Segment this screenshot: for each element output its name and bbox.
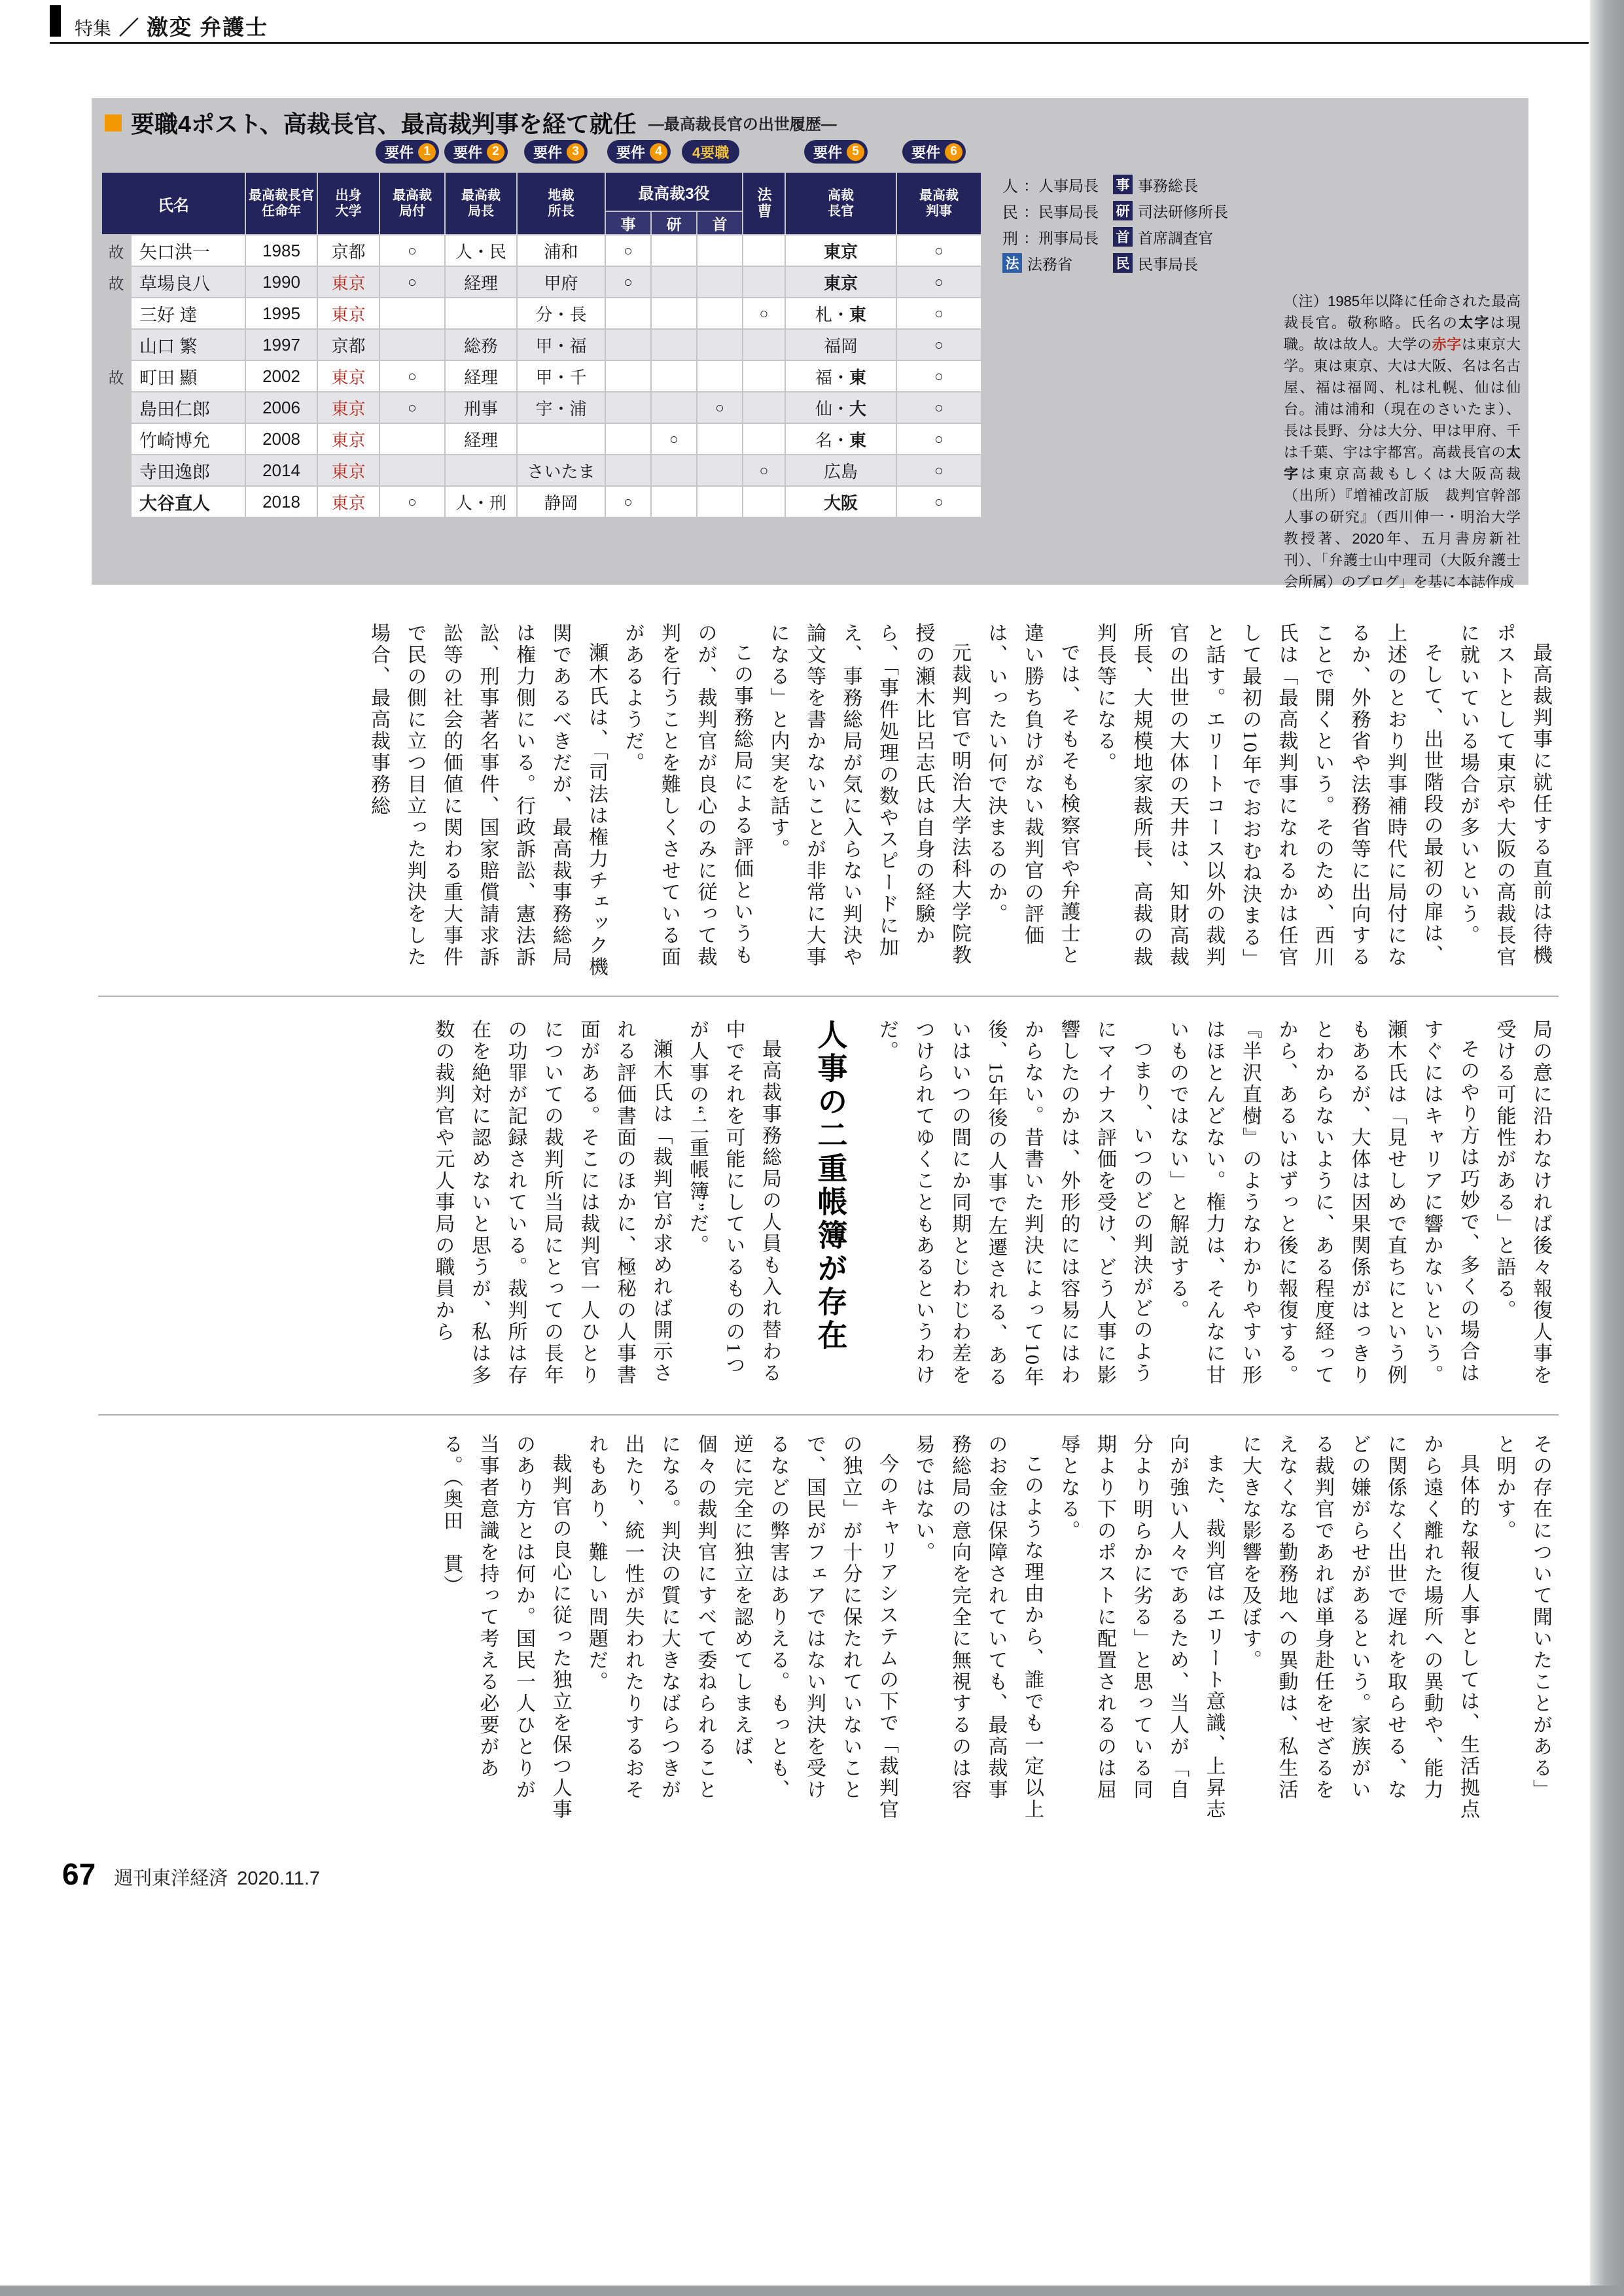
table-cell [697, 455, 743, 486]
col-header-name: 氏名 [101, 172, 245, 235]
legend-badge-icon: 民 [1113, 253, 1133, 273]
legend-item [1002, 252, 1099, 273]
scan-edge-bottom [0, 2286, 1624, 2296]
table-cell: 故 [101, 266, 131, 298]
table-cell: 仙・大 [785, 392, 896, 423]
article-paragraph: そのやり方は巧妙で、多くの場合はすぐにはキャリアに響かないという。瀬木氏は「見せしめで直ちにという例もあるが、大体は因果関係がはっきりとわからないように、ある程度経ってから、あるいはずっと後に報復する。『半沢直樹』のようなわかりやすい形はほとんどない。権力は、そんなに甘いものではない」と解説する。 [1167, 1019, 1479, 1386]
article-paragraph: この事務総局による評価というものが、裁判官が良心のみに従って裁判を行うことを難しくさせている面があるようだ。 [622, 623, 752, 968]
col-header-kyokucho: 最高裁 局長 [445, 172, 517, 235]
table-row [101, 423, 981, 455]
badge-requirement-3 [524, 140, 588, 164]
table-cell [605, 329, 651, 360]
table-header-row [101, 172, 981, 211]
table-cell: ○ [896, 486, 981, 517]
article-paragraph: このような理由から、誰でも一定以上のお金は保障されていても、最高裁事務総局の意向を完全に無視するのは容易ではない。 [912, 1434, 1043, 1820]
table-cell: 京都 [317, 329, 380, 360]
table-row [101, 486, 981, 517]
table-cell: ○ [697, 392, 743, 423]
table-cell: ○ [896, 266, 981, 298]
article-paragraph: 元裁判官で明治大学法科大学院教授の瀬木比呂志氏は自身の経験から、「事件処理の数やスピードに加え、事務総局が気に入らない判決や論文等を書かないことが非常に大事になる」と内実を話す。 [767, 623, 970, 968]
legend-label: 法務省 [1027, 255, 1072, 273]
chief-justice-career-table [101, 171, 982, 518]
table-cell [743, 423, 785, 455]
table-cell: 山口 繁 [131, 329, 245, 360]
col-header-justice: 最高裁 判事 [896, 172, 981, 235]
table-cell [651, 360, 697, 392]
note-segment: 太字 [1458, 315, 1491, 331]
table-cell [380, 423, 445, 455]
badge-label: 要件 [911, 144, 941, 161]
table-cell: ○ [896, 235, 981, 266]
table-cell: 2006 [245, 392, 317, 423]
article-band-2 [98, 1019, 1559, 1397]
table-row [101, 266, 981, 298]
band2-before-heading [869, 1019, 1559, 1397]
badge-number-icon: 3 [567, 143, 584, 161]
table-cell: 分・長 [517, 298, 605, 329]
header-black-tab [50, 5, 61, 37]
table-cell: 三好 達 [131, 298, 245, 329]
table-cell: 大谷直人 [131, 486, 245, 517]
table-cell [101, 392, 131, 423]
table-cell: 町田 顯 [131, 360, 245, 392]
badge-number-icon: 1 [418, 143, 436, 161]
table-cell: 故 [101, 360, 131, 392]
header-text [75, 10, 268, 41]
legend-badge-icon: 事 [1113, 175, 1133, 194]
table-cell: ○ [896, 392, 981, 423]
table-cell: 1995 [245, 298, 317, 329]
legend-label: ：民事局長 [1023, 203, 1099, 220]
legend-item [1002, 226, 1099, 247]
page-footer [62, 1856, 320, 1892]
table-row [101, 360, 981, 392]
table-cell: 矢口洪一 [131, 235, 245, 266]
table-cell: ○ [743, 298, 785, 329]
table-cell: ○ [380, 235, 445, 266]
table-cell: 名・東 [785, 423, 896, 455]
table-cell: ○ [743, 455, 785, 486]
table-cell: 大阪 [785, 486, 896, 517]
legend-item [1002, 174, 1099, 195]
legend-badge-icon: 首 [1113, 227, 1133, 247]
table-cell: 1990 [245, 266, 317, 298]
table-cell: 2018 [245, 486, 317, 517]
table-cell: ○ [605, 486, 651, 517]
table-row [101, 455, 981, 486]
legend-label: 事務総長 [1138, 177, 1198, 194]
table-row [101, 392, 981, 423]
table-cell: 故 [101, 235, 131, 266]
subcol-secretary-general: 事 [605, 211, 651, 235]
table-cell [651, 329, 697, 360]
table-note [1284, 290, 1535, 593]
legend-item [1002, 200, 1099, 221]
article-paragraph: 今のキャリアシステムの下で「裁判官の独立」が十分に保たれていないことで、国民がフェアではない判決を受けるなどの弊害はありえる。もっとも、逆に完全に独立を認めてしまえば、個々の裁判官にすべて委ねられることになる。判決の質に大きなばらつきが出たり、統一性が失われたりするおそれもあり、難しい問題だ。 [586, 1434, 898, 1820]
table-cell: 刑事 [445, 392, 517, 423]
table-cell: 静岡 [517, 486, 605, 517]
page-header [50, 5, 1589, 44]
article-band-3 [98, 1434, 1559, 1821]
badge-number-icon: 6 [945, 143, 962, 161]
col-header-homusho: 法曹 [743, 172, 785, 235]
article-paragraph: その存在について聞いたことがある」と明かす。 [1493, 1434, 1551, 1801]
badge-four-key-posts: 4要職 [682, 140, 739, 164]
table-cell: ○ [896, 298, 981, 329]
header-rule [50, 42, 1589, 44]
badge-label: 要件 [453, 144, 483, 161]
table-cell: ○ [896, 360, 981, 392]
article-paragraph: そして、出世階段の最初の扉は、上述のとおり判事補時代に局付になるか、外務省や法務省等に出向することで開くという。そのため、西川氏は「最高裁判事になれるかは任官して最初の10年でおおむね決まる」と話す。エリートコース以外の裁判官の出世の大体の天井は、知財高裁所長、大規模地家裁所長、高裁の裁判長等になる。 [1094, 623, 1443, 970]
table-cell [697, 360, 743, 392]
table-cell [101, 423, 131, 455]
article-paragraph: 最高裁事務総局の人員も入れ替わる中でそれを可能にしているものの1つが人事の“二重帳簿”だ。 [686, 1019, 781, 1384]
table-cell: 2014 [245, 455, 317, 486]
col-header-district-court: 地裁 所長 [517, 172, 605, 235]
table-cell: 東京 [317, 486, 380, 517]
badge-requirement-5 [804, 140, 868, 164]
article-heading: 人事の二重帳簿が存在 [813, 1019, 848, 1353]
note-segment: 太字 [1284, 444, 1521, 482]
feature-title: 激変 弁護士 [147, 15, 269, 39]
legend-badge-icon: 研 [1113, 201, 1133, 220]
note-segment: 赤字 [1432, 336, 1462, 353]
legend-key: 民 [1002, 203, 1018, 222]
legend-key: 人 [1002, 177, 1018, 196]
article-paragraph: 具体的な報復人事としては、生活拠点から遠く離れた場所への異動や、能力に関係なく出世で遅れを取らせる、などの嫌がらせがあるという。家族がいる裁判官であれば単身赴任をせざるをえなくなる勤務地への異動は、私生活に大きな影響を及ぼす。 [1239, 1434, 1479, 1820]
table-cell [605, 360, 651, 392]
table-cell [651, 235, 697, 266]
band-divider-1 [98, 996, 1559, 997]
table-cell: 竹崎博允 [131, 423, 245, 455]
table-cell [651, 455, 697, 486]
table-cell [651, 266, 697, 298]
legend-item [1113, 174, 1228, 195]
band2-after-heading [425, 1019, 788, 1397]
table-cell [101, 455, 131, 486]
table-cell: 人・刑 [445, 486, 517, 517]
note-segment: は現職。故は故人。大学の [1284, 315, 1521, 353]
table-cell [517, 423, 605, 455]
table-cell: ○ [896, 329, 981, 360]
table-cell: 広島 [785, 455, 896, 486]
table-cell: 東京 [785, 266, 896, 298]
table-cell [651, 392, 697, 423]
legend-right-column [1113, 174, 1228, 273]
table-cell [101, 486, 131, 517]
table-cell: 東京 [317, 455, 380, 486]
article-paragraph: 裁判官の良心に従った独立を保つ人事のあり方とは何か。国民一人ひとりが当事者意識を持って考える必要がある。（奥田 貫） [440, 1434, 571, 1820]
table-row [101, 235, 981, 266]
table-cell: 東京 [317, 423, 380, 455]
col-header-high-court: 高裁 長官 [785, 172, 896, 235]
table-cell: 東京 [785, 235, 896, 266]
table-cell [697, 235, 743, 266]
table-cell [101, 329, 131, 360]
table-cell: ○ [380, 486, 445, 517]
badge-label: 要件 [385, 144, 414, 161]
subcol-training-institute: 研 [651, 211, 697, 235]
legend-item [1113, 200, 1228, 221]
table-row [101, 329, 981, 360]
badge-number-icon: 4 [650, 143, 667, 161]
table-cell: 浦和 [517, 235, 605, 266]
article-paragraph: つまり、いつのどの判決がどのようにマイナス評価を受け、どう人事に影響したのかは、外形的には容易にはわからない。昔書いた判決によって10年後、15年後の人事で左遷される、あるいはいつの間にか同期とじわじわ差をつけられてゆくこともあるというわけだ。 [876, 1019, 1152, 1388]
article-paragraph: また、裁判官はエリート意識、上昇志向が強い人々であるため、当人が「自分より明らかに劣る」と思っている同期より下のポストに配置されるのは屈辱となる。 [1057, 1434, 1225, 1820]
table-cell [697, 329, 743, 360]
badge-number-icon: 2 [487, 143, 504, 161]
table-cell [743, 266, 785, 298]
table-cell: 宇・浦 [517, 392, 605, 423]
legend-label: ：人事局長 [1023, 177, 1099, 194]
table-cell [605, 423, 651, 455]
table-row [101, 298, 981, 329]
table-cell: 草場良八 [131, 266, 245, 298]
table-cell: 経理 [445, 360, 517, 392]
infographic-subtitle: ―最高裁長官の出世履歴― [648, 116, 837, 133]
table-cell [743, 392, 785, 423]
badge-requirement-2 [444, 140, 508, 164]
table-cell: ○ [896, 455, 981, 486]
orange-square-bullet-icon [105, 114, 122, 131]
table-cell [380, 455, 445, 486]
table-cell: ○ [605, 266, 651, 298]
table-cell: 総務 [445, 329, 517, 360]
table-cell: 2008 [245, 423, 317, 455]
table-cell [605, 298, 651, 329]
table-cell [651, 298, 697, 329]
table-cell [380, 329, 445, 360]
issue-date: 2020.11.7 [237, 1868, 321, 1889]
table-cell [445, 455, 517, 486]
table-cell: 甲・千 [517, 360, 605, 392]
article-paragraph: 瀬木氏は「裁判官が求めれば開示される評価書面のほかに、極秘の人事書面がある。そこには裁判官一人ひとりについての裁判所当局にとっての長年の功罪が記録されている。裁判所は存在を絶対に認めないと思うが、私は多数の裁判官や元人事局の職員から [432, 1019, 672, 1386]
badge-requirement-4 [607, 140, 671, 164]
infographic-title: 要職4ポスト、高裁長官、最高裁判事を経て就任 [131, 111, 637, 137]
badge-label: 要件 [616, 144, 646, 161]
legend-left-column [1002, 174, 1099, 273]
legend-label: 司法研修所長 [1138, 203, 1228, 220]
table-cell: 甲府 [517, 266, 605, 298]
note-segment: は東京高裁もしくは大阪高裁 （出所）『増補改訂版 裁判官幹部人事の研究』（西川伸一・明治大学教授著、2020年、五月書房新社刊）、「弁護士山中理司（大阪弁護士会所属）のブログ」を基に本誌作成 [1284, 466, 1535, 590]
table-cell [605, 392, 651, 423]
page-number: 67 [62, 1857, 96, 1891]
magazine-name: 週刊東洋経済 [114, 1868, 228, 1889]
table-cell: 東京 [317, 392, 380, 423]
table-cell: 島田仁郎 [131, 392, 245, 423]
col-header-kyokufu: 最高裁 局付 [380, 172, 445, 235]
table-cell: 1997 [245, 329, 317, 360]
table-cell: ○ [380, 392, 445, 423]
table-cell: 京都 [317, 235, 380, 266]
feature-tag: 特集 [75, 18, 112, 39]
col-header-year: 最高裁長官 任命年 [245, 172, 317, 235]
career-infographic-panel [92, 98, 1535, 590]
badge-label: 要件 [533, 144, 563, 161]
table-cell: ○ [605, 235, 651, 266]
table-cell: 2002 [245, 360, 317, 392]
badge-requirement-6 [902, 140, 966, 164]
table-cell: 人・民 [445, 235, 517, 266]
table-cell [743, 360, 785, 392]
table-cell: 経理 [445, 266, 517, 298]
table-cell: 甲・福 [517, 329, 605, 360]
table-cell [697, 298, 743, 329]
legend-badge-icon: 法 [1002, 253, 1022, 273]
table-cell [697, 423, 743, 455]
table-cell [380, 298, 445, 329]
legend-key: 刑 [1002, 230, 1018, 248]
legend-label: 民事局長 [1138, 255, 1198, 273]
band-divider-2 [98, 1414, 1559, 1416]
legend [1002, 174, 1228, 273]
table-cell: 福岡 [785, 329, 896, 360]
scan-edge-right [1590, 0, 1624, 2296]
table-cell: 東京 [317, 360, 380, 392]
table-cell: 東京 [317, 298, 380, 329]
infographic-title-row [105, 106, 837, 139]
note-segment: は東京大学。東は東京、大は大阪、名は名古屋、福は福岡、札は札幌、仙は仙台。浦は浦和（現在のさいたま）、長は長野、分は大分、甲は甲府、千は千葉、宇は宇都宮。高裁長官の [1284, 336, 1521, 461]
table-cell [101, 298, 131, 329]
table-cell: 1985 [245, 235, 317, 266]
badge-requirement-1 [376, 140, 439, 164]
subcol-chief-research: 首 [697, 211, 743, 235]
article-paragraph: 最高裁判事に就任する直前は待機ポストとして東京や大阪の高裁長官に就いている場合が多いという。 [1457, 623, 1551, 968]
legend-item [1113, 226, 1228, 247]
table-cell [743, 486, 785, 517]
table-cell [697, 486, 743, 517]
table-cell: さいたま [517, 455, 605, 486]
table-cell [605, 455, 651, 486]
table-cell: 福・東 [785, 360, 896, 392]
table-cell: 寺田逸郎 [131, 455, 245, 486]
table-cell: ○ [380, 360, 445, 392]
table-cell [743, 235, 785, 266]
magazine-name-date [114, 1864, 320, 1890]
table-cell: 札・東 [785, 298, 896, 329]
table-cell [445, 298, 517, 329]
table-cell: ○ [651, 423, 697, 455]
note-segment: （注）1985年以降に任命された最高裁長官。敬称略。氏名の [1284, 293, 1521, 331]
table-cell: 東京 [317, 266, 380, 298]
article-paragraph: では、そもそも検察官や弁護士と違い勝ち負けがない裁判官の評価は、いったい何で決まるのか。 [985, 623, 1080, 966]
article-band-1 [98, 623, 1559, 979]
legend-label: 首席調査官 [1138, 229, 1213, 247]
table-cell [697, 266, 743, 298]
article-paragraph: 瀬木氏は、「司法は権力チェック機関であるべきだが、最高裁事務総局は権力側にいる。行政訴訟、憲法訴訟、刑事著名事件、国家賠償請求訴訟等の社会的価値に関わる重大事件で民の側に立つ目立った判決をした場合、最高裁事務総 [368, 623, 607, 978]
col-header-three-posts: 最高裁3役 [605, 172, 743, 211]
table-cell: ○ [380, 266, 445, 298]
table-cell [743, 329, 785, 360]
legend-label: ：刑事局長 [1023, 229, 1099, 247]
badge-label: 要件 [813, 144, 843, 161]
legend-item [1113, 252, 1228, 273]
table-cell: 経理 [445, 423, 517, 455]
badge-number-icon: 5 [847, 143, 864, 161]
article-paragraph: 局の意に沿わなければ後々報復人事を受ける可能性がある」と語る。 [1493, 1019, 1551, 1386]
col-header-university: 出身 大学 [317, 172, 380, 235]
header-slash: ／ [119, 18, 139, 39]
table-cell [651, 486, 697, 517]
table-cell: ○ [896, 423, 981, 455]
